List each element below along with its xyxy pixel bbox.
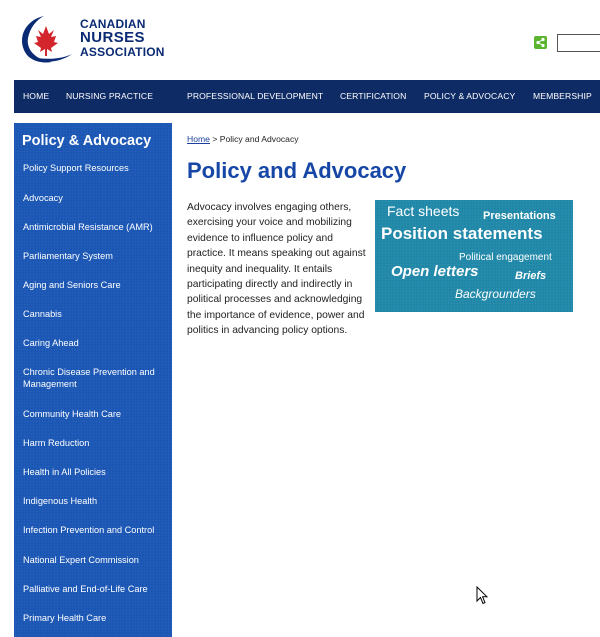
- sidebar-title: Policy & Advocacy: [22, 133, 152, 149]
- sidebar-item-amr[interactable]: Antimicrobial Resistance (AMR): [23, 222, 153, 232]
- sidebar-item-national-expert-commission[interactable]: National Expert Commission: [23, 555, 139, 565]
- breadcrumb-separator: >: [209, 134, 220, 144]
- nav-professional-development[interactable]: PROFESSIONAL DEVELOPMENT: [187, 91, 324, 101]
- breadcrumb-home-link[interactable]: Home: [187, 134, 210, 144]
- nav-certification[interactable]: CERTIFICATION: [340, 91, 407, 101]
- search-input[interactable]: [557, 34, 600, 52]
- maple-leaf-logo-icon: [14, 10, 76, 68]
- site-header: [0, 0, 600, 80]
- sidebar-item-palliative-care[interactable]: Palliative and End-of-Life Care: [23, 584, 148, 594]
- sidebar: [14, 123, 172, 637]
- sidebar-item-infection-prevention[interactable]: Infection Prevention and Control: [23, 525, 155, 535]
- sidebar-item-aging-seniors-care[interactable]: Aging and Seniors Care: [23, 280, 121, 290]
- logo-line-2: NURSES: [80, 29, 145, 46]
- page-title: Policy and Advocacy: [187, 158, 407, 183]
- logo-line-1: CANADIAN: [80, 17, 146, 31]
- sidebar-item-policy-support-resources[interactable]: Policy Support Resources: [23, 163, 129, 173]
- share-icon[interactable]: [534, 36, 547, 49]
- sidebar-item-chronic-disease[interactable]: Chronic Disease Prevention and Management: [23, 367, 155, 389]
- promo-political-engagement: Political engagement: [459, 252, 552, 263]
- sidebar-item-indigenous-health[interactable]: Indigenous Health: [23, 496, 98, 506]
- intro-paragraph: Advocacy involves engaging others, exercising your voice and mobilizing evidence to influence policy and practice. It means speaking out against inequity and inequality. It entails participating directly and indirectly in political processes and acknowledging the importance of evidence, power and politics in advancing policy options.: [187, 202, 366, 337]
- logo-wordmark: [80, 17, 165, 59]
- sidebar-item-advocacy[interactable]: Advocacy: [23, 193, 63, 203]
- nav-membership[interactable]: MEMBERSHIP: [533, 91, 592, 101]
- promo-open-letters: Open letters: [391, 263, 479, 280]
- nav-policy-advocacy[interactable]: POLICY & ADVOCACY: [424, 91, 516, 101]
- promo-presentations: Presentations: [483, 210, 556, 222]
- breadcrumb: [187, 134, 299, 144]
- cna-logo[interactable]: [14, 10, 174, 68]
- sidebar-item-harm-reduction[interactable]: Harm Reduction: [23, 438, 90, 448]
- logo-line-3: ASSOCIATION: [80, 45, 165, 59]
- promo-fact-sheets: Fact sheets: [387, 203, 460, 219]
- mouse-cursor-icon: [476, 586, 488, 605]
- sidebar-item-parliamentary-system[interactable]: Parliamentary System: [23, 251, 113, 261]
- breadcrumb-current: Policy and Advocacy: [219, 134, 299, 144]
- sidebar-item-caring-ahead[interactable]: Caring Ahead: [23, 338, 79, 348]
- sidebar-item-primary-health-care[interactable]: Primary Health Care: [23, 613, 107, 623]
- intro-block: [187, 200, 573, 339]
- promo-position-statements: Position statements: [381, 224, 543, 243]
- sidebar-item-cannabis[interactable]: Cannabis: [23, 309, 62, 319]
- promo-briefs: Briefs: [515, 270, 547, 282]
- promo-backgrounders: Backgrounders: [455, 287, 536, 301]
- advocacy-resources-banner[interactable]: [375, 200, 573, 312]
- sidebar-item-community-health-care[interactable]: Community Health Care: [23, 409, 122, 419]
- main-navigation: [14, 80, 600, 113]
- nav-home[interactable]: HOME: [23, 91, 50, 101]
- nav-nursing-practice[interactable]: NURSING PRACTICE: [66, 91, 154, 101]
- sidebar-item-health-in-all-policies[interactable]: Health in All Policies: [23, 467, 106, 477]
